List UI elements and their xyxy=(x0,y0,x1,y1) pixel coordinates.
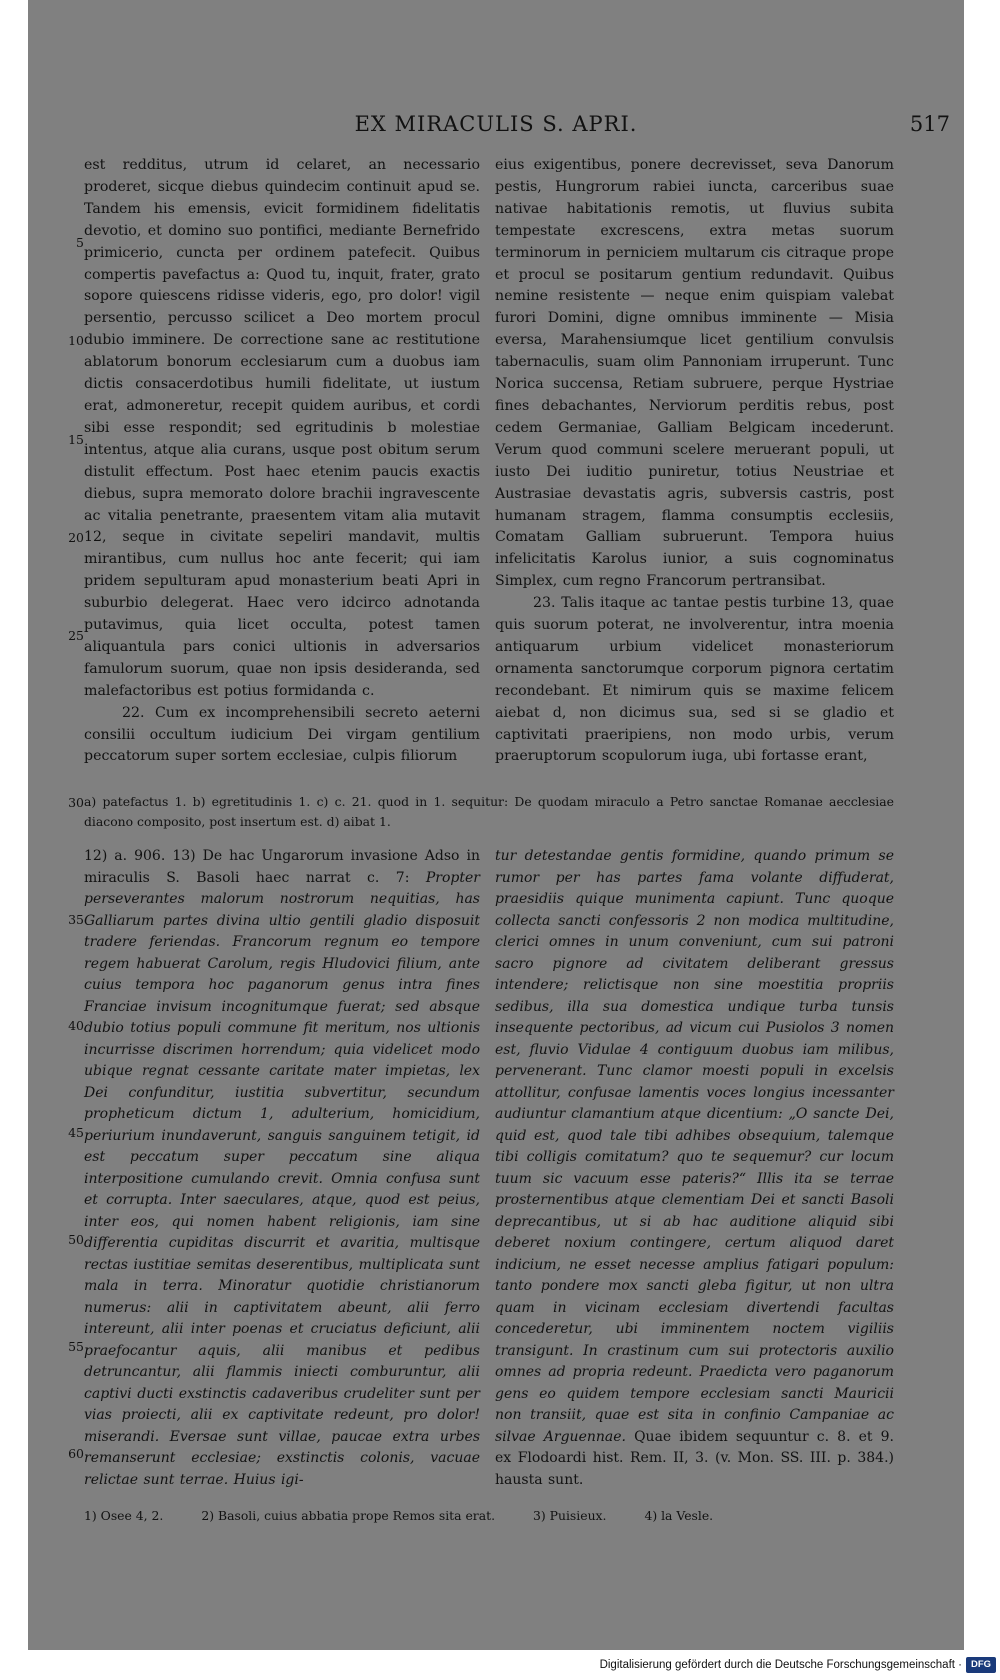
text-paragraph: eius exigentibus, ponere decrevisset, seva Danorum pestis, Hungrorum rabiei iuncta, carceribus suae nativae habitationis remotis, ut fluvius subita tempestate excrescens, extra metas suorum terminorum in perniciem multarum cis citraque prope et procul se positarum gentium redundavit. Quibus nemine resistente — neque enim quispiam valebat furori Domini, digne omnibus imminente — Misia eversa, Marahensiumque licet gentilium convulsis tabernaculis, suam olim Pannoniam irruperunt. Tunc Norica succensa, Retiam subruere, perque Hystriae fines debachantes, Nerviorum perditis rebus, post cedem Germaniae, Galliam Belgicam incederunt. Verum quod communi scelere meruerant populi, ut iusto Dei iuditio puniretur, totius Neustriae et Austrasiae devastatis agris, subversis castris, post humanam stragem, flamma consumptis ecclesiis, Comatam Galliam subruerunt. Tempora huius infelicitatis Karolus iunior, a suis cognominatus Simplex, cum regno Francorum pertransibat. xyxy=(495,157,894,590)
historical-notes-body: tur detestandae gentis formidine, quando primum se rumor per has partes fama volante diffuderat, praesidiis quique munimenta capiunt. Tunc quoque collecta sancti confessoris 2 non modica multitudine, clerici omnes in unum conveniunt, cum sui patroni sacro pignore ad civitatem deliberant gressus intendere; relictisque non sine moestitia propriis sedibus, illa sua domestica undique turba tunsis insequente pectoribus, ad vicum cui Pusiolos 3 nomen est, fluvio Vidulae 4 contiguum duobus iam milibus, pervenerant. Tunc clamor moesti populi in excelsis attollitur, confusae lamentis voces longius incessanter audiuntur clamantium atque dicentium: „O sancte Dei, quid est, quod tale tibi adhibes obsequium, talemque tibi colligis comitatum? quo te sequemur? cur locum tuum sic vacuum esse pateris?“ Illis ita se terrae prosternentibus atque clementiam Dei et sancti Basoli deprecantibus, ut si ab hac auditione aliquid sibi deberet noxium contingere, certum aliquod daret indicium, ne esset necesse amplius fatigari populum: tanto pondere mox sancti gleba figitur, ut non ultra quam in vicinam ecclesiam divertendi facultas concederetur, ubi imminentem noctem vigiliis transigunt. In crastinum cum sui protectoris auxilio omnes ad propria redeunt. Praedicta vero paganorum gens eo quidem tempore ecclesiam sancti Mauricii non transiit, quae est sita in confinio Campaniae ac silvae Arguennae. xyxy=(495,848,894,1445)
page-header xyxy=(28,112,964,142)
textual-variant-notes xyxy=(84,792,894,832)
footnote: 2) Basoli, cuius abbatia prope Remos sita erat. xyxy=(201,1508,496,1523)
text-paragraph: 23. Talis itaque ac tantae pestis turbine 13, quae quis suorum poterat, ne involverentur, intra moenia antiquarum urbium videlicet monasteriorum ornamenta sanctorumque corporum pignora certatim recondebant. Et nimirum quis se maxime felicem aiebat d, non dicimus sua, sed si se gladio et captivitati praeripiens, non modo urbis, verum praeruptorum scopulorum iuga, ubi fortasse erant, xyxy=(495,595,894,765)
footnote: 3) Puisieux. xyxy=(532,1508,607,1523)
text-paragraph: 22. Cum ex incomprehensibili secreto aeterni consilii occultum iudicium Dei virgam gentilium peccatorum super sortem ecclesiae, culpis filiorum xyxy=(84,704,480,765)
line-number: 50 xyxy=(68,1232,84,1247)
line-number: 30 xyxy=(68,795,84,810)
historical-notes-tail: Quae ibidem sequuntur c. 8. et 9. ex Flodoardi hist. Rem. II, 3. (v. Mon. SS. III. p. 384.) hausta sunt. xyxy=(495,1428,895,1488)
line-number: 35 xyxy=(68,912,84,927)
historical-notes-lead: 12) a. 906. 13) De hac Ungarorum invasione Adso in miraculis S. Basoli haec narrat c. 7: xyxy=(84,848,480,886)
footnotes xyxy=(84,1506,894,1526)
line-number: 20 xyxy=(68,530,84,545)
historical-notes-right-column xyxy=(495,846,894,1491)
line-number: 15 xyxy=(68,432,84,447)
line-number-margin xyxy=(28,0,84,1650)
footnote: 1) Osee 4, 2. xyxy=(84,1508,164,1523)
funding-credit: Digitalisierung gefördert durch die Deutsche Forschungsgemeinschaft · xyxy=(599,1659,962,1671)
page-number: 517 xyxy=(909,112,950,136)
variant-notes-text: a) patefactus 1. b) egretitudinis 1. c) c. 21. quod in 1. sequitur: De quodam miraculo a Petro sanctae Romanae aecclesiae diacono composito, post insertum est. d) aibat 1. xyxy=(84,794,894,829)
historical-notes-body: Propter perseverantes malorum nostrorum nequitias, has Galliarum partes divina ultio gentili gladio disposuit tradere feriendas. Francorum regnum eo tempore regem habuerat Carolum, regis Hludovici filium, ante cuius tempora hoc paganorum genus intra fines Franciae invisum incognitumque fuerat; sed absque dubio totius populi commune fit meritum, nos ultionis incurrisse discrimen horrendum; quia videlicet modo ubique regnat cessante caritate mater impietas, lex Dei confunditur, iustitia subvertitur, secundum propheticum dictum 1, adulterium, homicidium, periurium inundaverunt, sanguis sanguinem tetigit, id est peccatum super peccatum sine aliqua interpositione cumulando crevit. Omnia confusa sunt et corrupta. Inter saeculares, atque, quod est peius, inter eos, qui nomen habent religionis, iam sine differentia cupiditas discurrit et avaritia, multisque rectas iustitiae semitas deserentibus, multiplicata sunt mala in terra. Minoratur quotidie christianorum numerus: alii in captivitatem abeunt, alii ferro intereunt, alii inter poenas et cruciatus deficiunt, alii praefocantur aquis, alii manibus et pedibus detruncantur, alii flammis iniecti comburuntur, alii captivi ducti exstinctis cadaveribus crudeliter sunt per vias proiecti, alii ex captivitate redeunt, pro dolor! miserandi. Eversae sunt villae, paucae extra urbes remanserunt ecclesiae; exstinctis colonis, vacuae relictae sunt terrae. Huius igi- xyxy=(84,869,480,1488)
historical-notes-left-column xyxy=(84,846,480,1491)
text-paragraph: est redditus, utrum id celaret, an necessario proderet, sicque diebus quindecim continuit apud se. Tandem his emensis, evicit formidinem fidelitatis devotio, et domino suo pontifici, mediante Bernefrido primicerio, cuncta per ordinem patefecit. Quibus compertis pavefactus a: Quod tu, inquit, frater, grato sopore quiescens ridisse videris, ego, pro dolor! vigil persentio, percusso scilicet a Deo mortem procul dubio imminere. De correctione sane ac restitutione ablatorum bonorum ecclesiarum cum a duobus iam dictis consacerdotibus humili fidelitate, ut iustum erat, admoneretur, recepit quidem auribus, et cordi sibi esse respondit; sed egritudinis b molestiae intentus, atque alia curans, usque post obitum serum distulit effectum. Post haec etenim paucis exactis diebus, supra memorato dolore brachii ingravescente ac vitalia penetrante, praesentem vitam alia mutavit 12, seque in civitate sepeliri mandavit, multis mirantibus, cum nullus hoc ante fecerit; qui iam pridem sepulturam apud monasterium beati Apri in suburbio delegerat. Haec vero idcirco adnotanda putavimus, quia licet occulta, potest tamen aliquantula pars conici ultionis in adversarios famulorum suorum, quae non ipsis desideranda, sed malefactoribus est potius formidanda c. xyxy=(84,157,480,699)
digitization-footer xyxy=(0,1652,1000,1680)
line-number: 40 xyxy=(68,1018,84,1033)
line-number: 55 xyxy=(68,1339,84,1354)
main-text-left-column xyxy=(84,155,480,768)
line-number: 45 xyxy=(68,1125,84,1140)
line-number: 10 xyxy=(68,333,84,348)
book-page xyxy=(28,0,964,1650)
line-number: 60 xyxy=(68,1446,84,1461)
main-text-right-column xyxy=(495,155,894,768)
running-title: EX MIRACULIS S. APRI. xyxy=(354,112,638,136)
footnote: 4) la Vesle. xyxy=(644,1508,714,1523)
line-number: 5 xyxy=(76,235,84,250)
line-number: 25 xyxy=(68,628,84,643)
dfg-logo-icon: DFG xyxy=(966,1657,996,1673)
